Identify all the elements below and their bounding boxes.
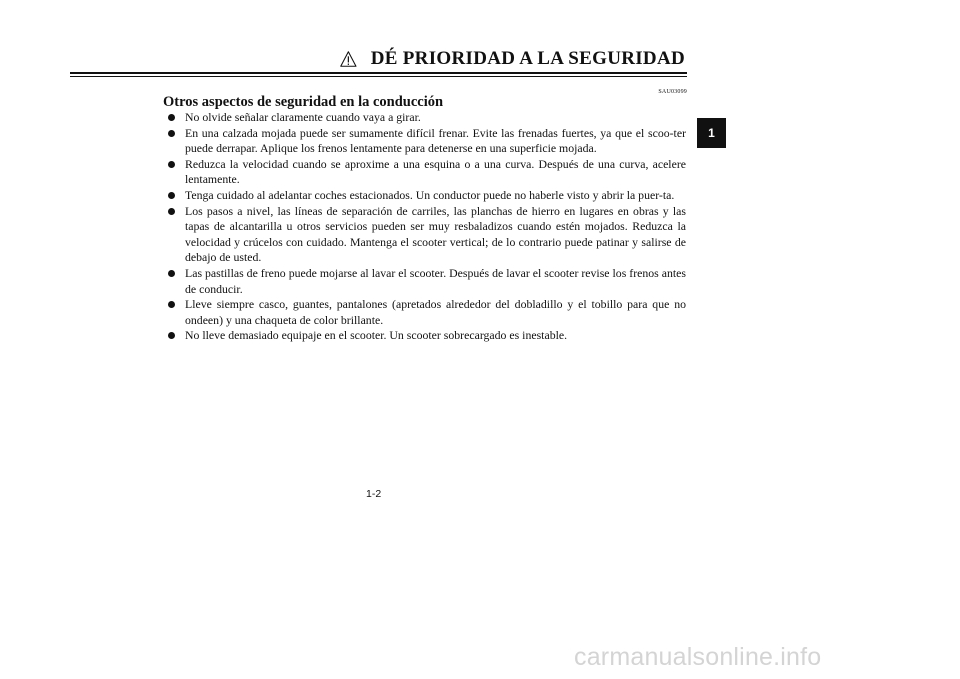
list-item-text: Tenga cuidado al adelantar coches estacionados. Un conductor puede no haberle visto y abrir la puer-ta. [185,187,675,202]
list-item [168,110,686,126]
list-item-text: En una calzada mojada puede ser sumamente difícil frenar. Evite las frenadas fuertes, ya que el scoo-ter puede derrapar. Aplique los frenos lentamente para detenerse en una superficie mojada. [185,125,686,156]
list-item-text: Lleve siempre casco, guantes, pantalones (apretados alrededor del dobladillo y el tobillo para que no ondeen) y una chaqueta de color brillante. [185,297,686,327]
list-item [168,188,686,204]
bullet-icon [168,192,175,199]
list-item [168,328,686,344]
bullet-icon [168,130,175,137]
list-item-text: No olvide señalar claramente cuando vaya a girar. [185,110,421,124]
list-item [168,126,686,157]
page-header-title: DÉ PRIORIDAD A LA SEGURIDAD [370,48,685,69]
list-item [168,204,686,266]
list-item [168,266,686,297]
header-rule [70,72,687,74]
bullet-icon [168,208,175,215]
bullet-icon [168,161,175,168]
section-title: Otros aspectos de seguridad en la conducción [163,94,444,110]
chapter-tab: 1 [697,118,726,148]
watermark-text: carmanualsonline.info [574,643,822,671]
list-item-text: Los pasos a nivel, las líneas de separación de carriles, las planchas de hierro en lugares en obras y las tapas de alcantarilla u otros servicios pueden ser muy resbaladizos cuando estén mojados. Reduzca la velocidad y crúcelos con cuidado. Mantenga el scooter vertical; de lo contrario puede patinar y salirse de debajo de usted. [185,203,686,265]
bullet-icon [168,114,175,121]
bullet-icon [168,270,175,277]
list-item-text: No lleve demasiado equipaje en el scooter. Un scooter sobrecargado es inestable. [185,328,568,343]
bullet-icon [168,332,175,339]
page-number: 1-2 [366,488,382,500]
list-item [168,157,686,188]
list-item-text: Las pastillas de freno puede mojarse al lavar el scooter. Después de lavar el scooter revise los frenos antes de conducir. [185,265,686,296]
reference-code: SAU03099 [658,89,687,95]
bullet-icon [168,301,175,308]
list-item [168,297,686,328]
header-rule-secondary [70,76,687,77]
page-header [340,46,685,72]
list-item-text: Reduzca la velocidad cuando se aproxime a una esquina o a una curva. Después de una curva, acelere lentamente. [185,156,686,187]
warning-triangle-icon [340,48,357,70]
safety-tips-list [168,110,686,344]
